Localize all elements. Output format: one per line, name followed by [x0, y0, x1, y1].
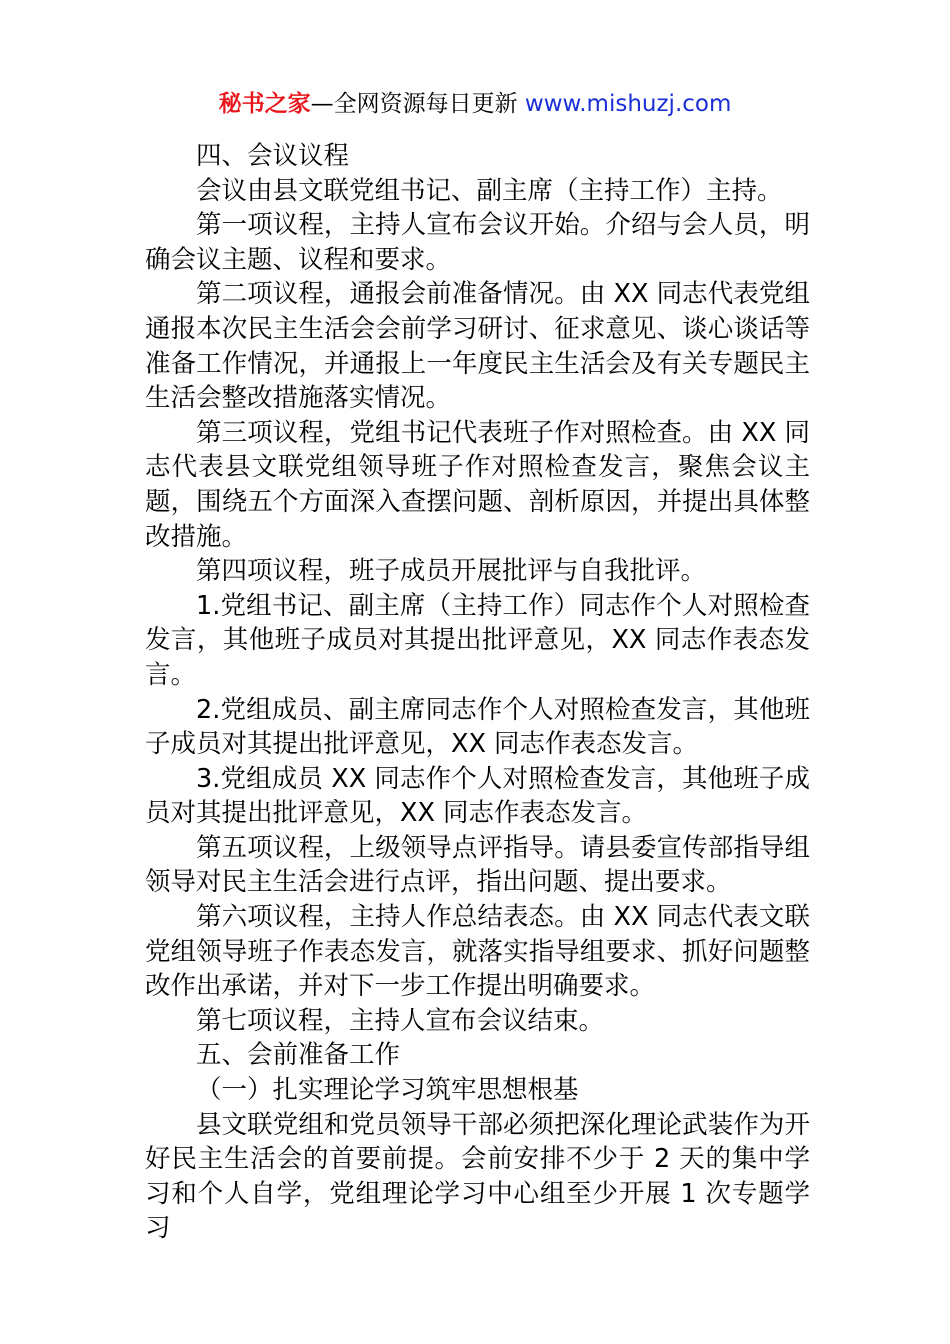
paragraph: 县文联党组和党员领导干部必须把深化理论武装作为开好民主生活会的首要前提。会前安排不少于 2 天的集中学习和个人自学，党组理论学习中心组至少开展 1 次专题学习	[145, 1109, 810, 1244]
list-item: 2.党组成员、副主席同志作个人对照检查发言，其他班子成员对其提出批评意见，XX 同志作表态发言。	[145, 694, 810, 760]
paragraph: 会议由县文联党组书记、副主席（主持工作）主持。	[196, 175, 783, 206]
paragraph: 第六项议程，主持人作总结表态。由 XX 同志代表文联党组领导班子作表态发言，就落实指导组要求、抓好问题整改作出承诺，并对下一步工作提出明确要求。	[145, 902, 810, 1002]
paragraph: 第一项议程，主持人宣布会议开始。介绍与会人员，明确会议主题、议程和要求。	[145, 210, 810, 275]
site-tagline: —全网资源每日更新	[310, 91, 525, 117]
subsection-heading: （一）扎实理论学习筑牢思想根基	[196, 1075, 579, 1106]
site-brand: 秘书之家	[218, 91, 311, 117]
list-item: 3.党组成员 XX 同志作个人对照检查发言，其他班子成员对其提出批评意见，XX 同志作表态发言。	[145, 763, 810, 829]
section-heading: 五、会前准备工作	[196, 1040, 401, 1071]
document-body	[145, 139, 810, 1246]
page-header	[0, 86, 950, 122]
section-heading: 四、会议议程	[196, 141, 350, 171]
paragraph: 第四项议程，班子成员开展批评与自我批评。	[196, 556, 707, 587]
paragraph: 第三项议程，党组书记代表班子作对照检查。由 XX 同志代表县文联党组领导班子作对照检查发言，聚焦会议主题，围绕五个方面深入查摆问题、剖析原因，并提出具体整改措施。	[145, 417, 810, 552]
paragraph: 第二项议程，通报会前准备情况。由 XX 同志代表党组通报本次民主生活会会前学习研讨、征求意见、谈心谈话等准备工作情况，并通报上一年度民主生活会及有关专题民主生活会整改措施落实情况。	[145, 279, 810, 414]
paragraph: 第七项议程，主持人宣布会议结束。	[196, 1005, 605, 1036]
site-url[interactable]: www.mishuzj.com	[524, 91, 732, 117]
list-item: 1.党组书记、副主席（主持工作）同志作个人对照检查发言，其他班子成员对其提出批评意见，XX 同志作表态发言。	[145, 590, 810, 690]
paragraph: 第五项议程，上级领导点评指导。请县委宣传部指导组领导对民主生活会进行点评，指出问题、提出要求。	[145, 832, 810, 898]
